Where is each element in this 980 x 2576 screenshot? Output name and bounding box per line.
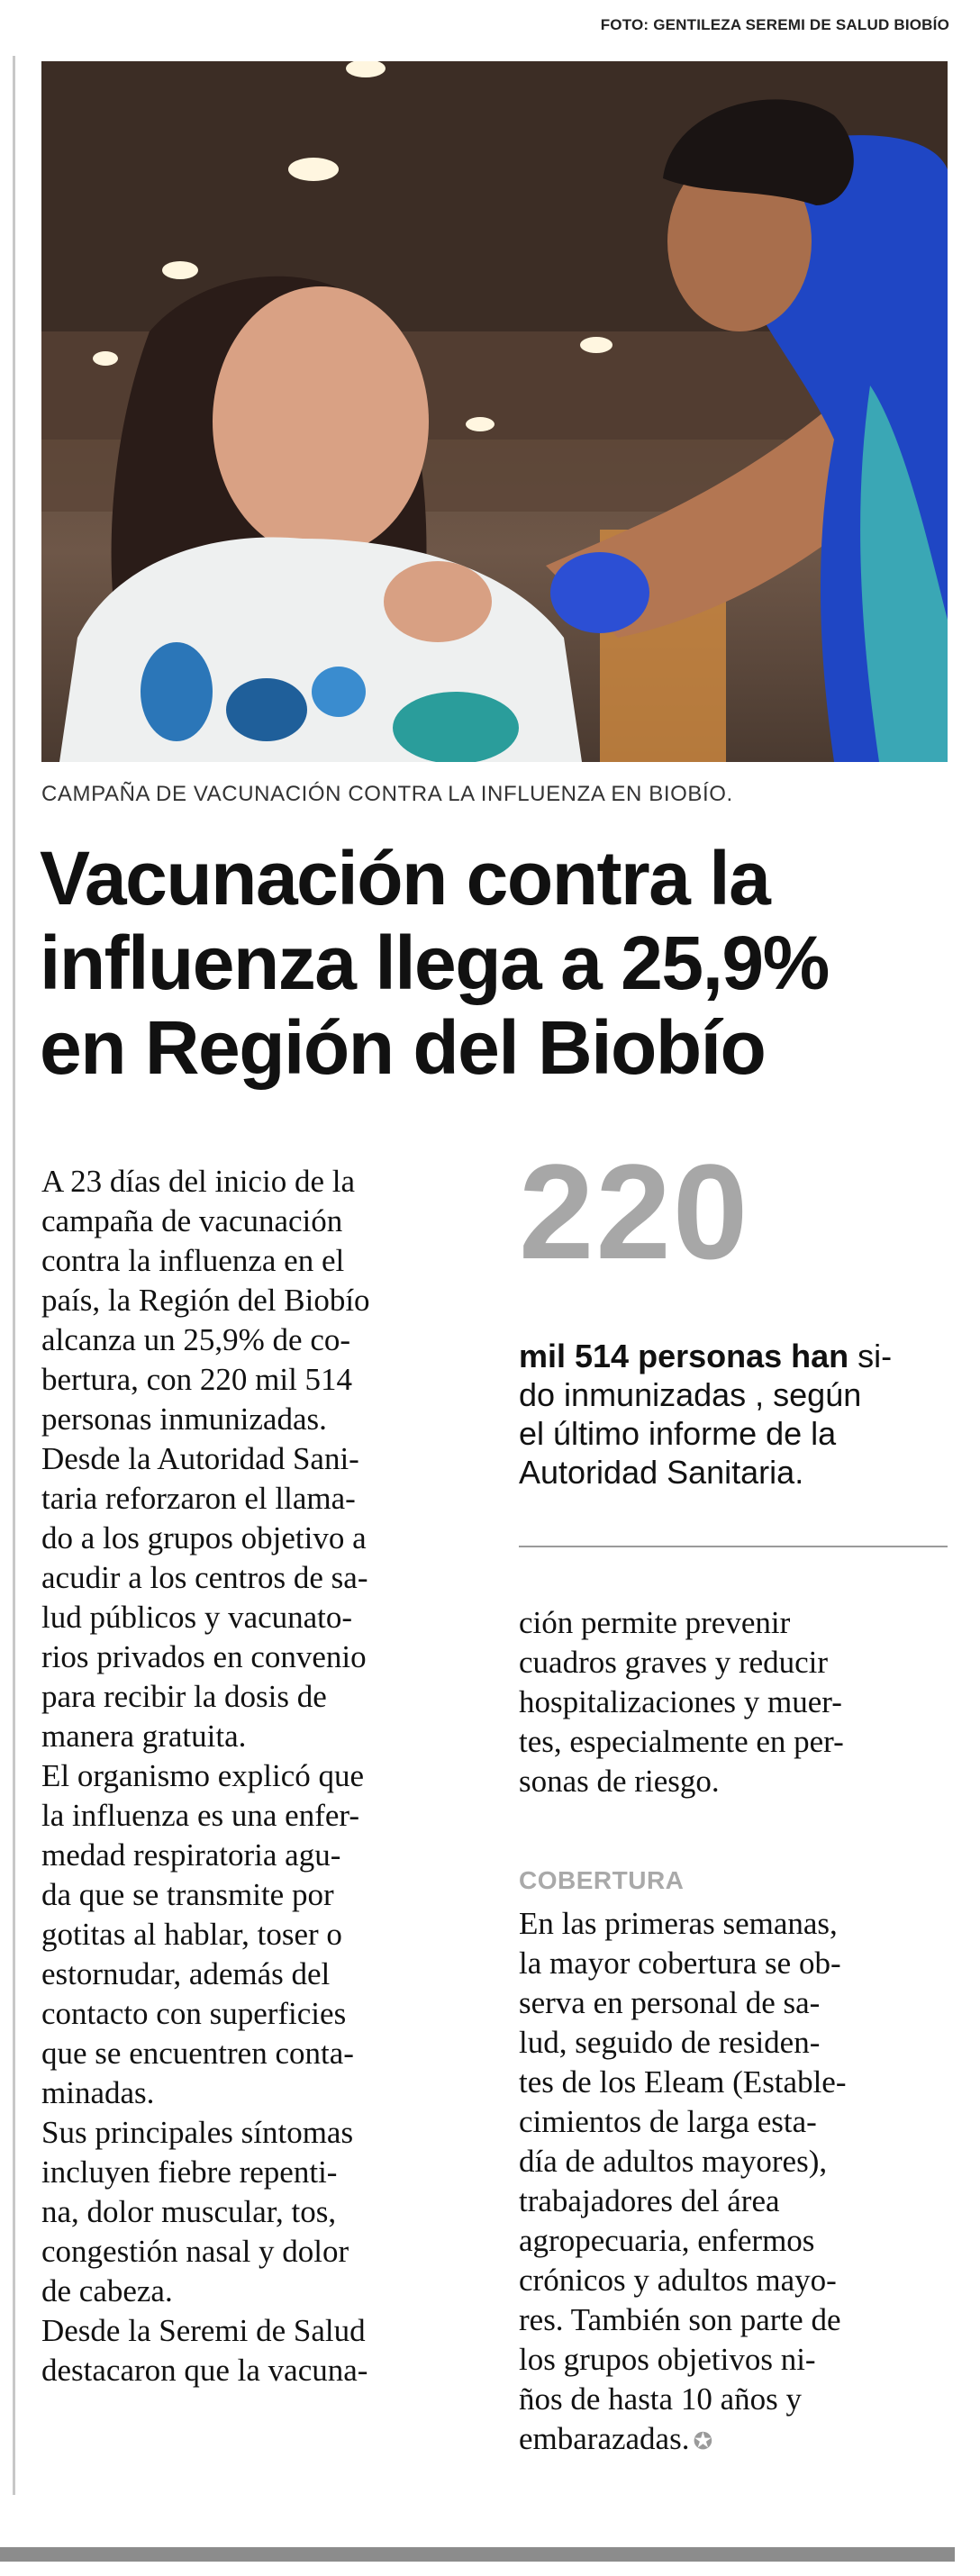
photo-credit: FOTO: GENTILEZA SEREMI DE SALUD BIOBÍO [600,16,949,33]
section-heading: COBERTURA [519,1866,685,1894]
body-line: gotitas al hablar, toser o [41,1917,342,1952]
body-line: acudir a los centros de sa- [41,1560,368,1595]
body-line: manera gratuita. [41,1719,247,1754]
body-line: lud, seguido de residen- [519,2025,821,2060]
callout-rest: si- [848,1338,893,1374]
headline-line-1: Vacunación contra la [40,836,770,921]
page-bottom-rule [0,2547,955,2562]
body-line: estornudar, además del [41,1956,331,1991]
body-line: sonas de riesgo. [519,1764,720,1799]
body-line: hospitalizaciones y muer- [519,1684,842,1719]
body-line: campaña de vacunación [41,1203,343,1238]
column-rule [13,56,15,2495]
body-line: do a los grupos objetivo a [41,1520,367,1556]
headline [40,836,958,1090]
circled-star-icon: ✪ [693,2428,713,2455]
body-line: Sus principales síntomas [41,2115,354,2150]
body-line: trabajadores del área [519,2183,780,2218]
body-line: ción permite prevenir [519,1605,791,1640]
headline-line-2: influenza llega a 25,9% [40,921,829,1005]
news-photo [41,61,948,762]
body-line: alcanza un 25,9% de co- [41,1322,351,1357]
body-line: Desde la Seremi de Salud [41,2313,366,2348]
body-line: taria reforzaron el llama- [41,1481,356,1516]
body-line: incluyen fiebre repenti- [41,2154,338,2190]
highlight-number: 220 [519,1136,750,1287]
body-line: minadas. [41,2075,155,2110]
body-line: agropecuaria, enfermos [519,2223,815,2258]
body-line: la mayor cobertura se ob- [519,1946,841,1981]
callout-line-3: el último informe de la [519,1415,837,1452]
body-line: congestión nasal y dolor [41,2234,349,2269]
body-line-end: embarazadas. [519,2421,690,2456]
body-line: medad respiratoria agu- [41,1837,341,1873]
body-line: que se encuentren conta- [41,2036,354,2071]
body-line: A 23 días del inicio de la [41,1164,355,1199]
body-line: ños de hasta 10 años y [519,2381,802,2417]
body-column-right-bottom [519,1904,951,2462]
callout-line-4: Autoridad Sanitaria. [519,1454,804,1491]
body-line: bertura, con 220 mil 514 [41,1362,353,1397]
body-line: país, la Región del Biobío [41,1283,370,1318]
highlight-callout [519,1337,951,1492]
body-line: para recibir la dosis de [41,1679,327,1714]
body-line: contra la influenza en el [41,1243,345,1278]
body-column-right-top [519,1603,951,1801]
body-line: Desde la Autoridad Sani- [41,1441,359,1476]
body-line: En las primeras semanas, [519,1906,838,1941]
body-line-last [519,2419,951,2462]
callout-divider [519,1546,948,1547]
callout-line-2: do inmunizadas , según [519,1376,862,1413]
body-line: El organismo explicó que [41,1758,365,1793]
body-column-left [41,1162,492,2390]
body-line: serva en personal de sa- [519,1985,821,2020]
headline-line-3: en Región del Biobío [40,1005,766,1090]
body-line: día de adultos mayores), [519,2144,828,2179]
body-line: crónicos y adultos mayo- [519,2263,837,2298]
callout-bold: mil 514 personas han [519,1338,849,1374]
body-line: res. También son parte de [519,2302,841,2337]
body-line: los grupos objetivos ni- [519,2342,816,2377]
body-line: contacto con superficies [41,1996,347,2031]
body-line: rios privados en convenio [41,1639,367,1674]
vaccination-photo-illustration [41,61,948,762]
body-line: personas inmunizadas. [41,1401,327,1437]
body-line: de cabeza. [41,2273,173,2308]
body-line: tes de los Eleam (Estable- [519,2064,847,2100]
body-line: destacaron que la vacuna- [41,2353,368,2388]
body-line: da que se transmite por [41,1877,334,1912]
body-line: na, dolor muscular, tos, [41,2194,337,2229]
body-line: tes, especialmente en per- [519,1724,844,1759]
body-line: lud públicos y vacunato- [41,1600,353,1635]
callout-line-1 [519,1337,951,1375]
photo-caption: CAMPAÑA DE VACUNACIÓN CONTRA LA INFLUENZA EN BIOBÍO. [41,782,733,806]
body-line: la influenza es una enfer- [41,1798,359,1833]
body-line: cimientos de larga esta- [519,2104,817,2139]
body-line: cuadros graves y reducir [519,1645,829,1680]
